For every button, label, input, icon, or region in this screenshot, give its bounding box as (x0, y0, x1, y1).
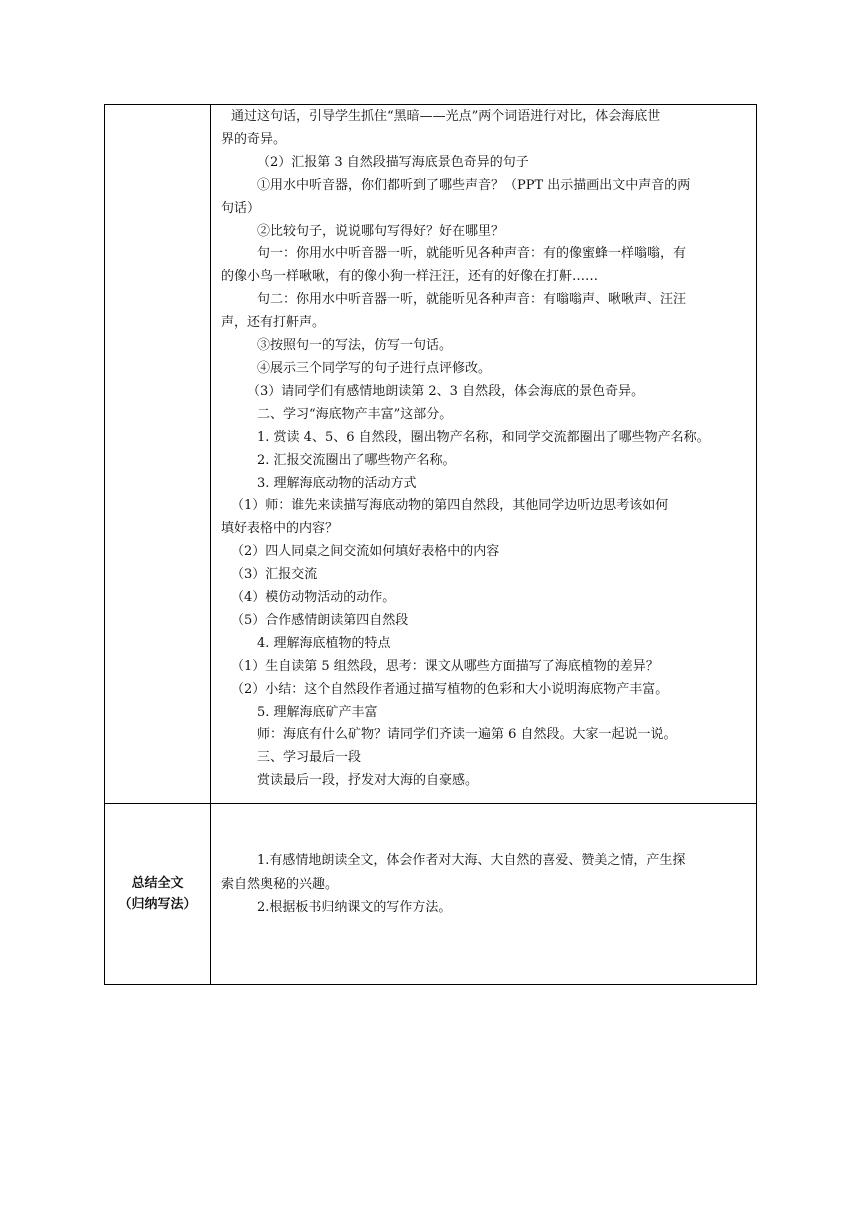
paragraph-line: 赏读最后一段，抒发对大海的自豪感。 (257, 773, 479, 789)
paragraph-line: 句一：你用水中听音器一听，就能听见各种声音：有的像蜜蜂一样嗡嗡，有 (257, 246, 687, 262)
table-row (105, 804, 756, 984)
paragraph-line: ①用水中听音器，你们都听到了哪些声音？（PPT 出示描画出文中声音的两 (257, 177, 691, 193)
paragraph-line: 句二：你用水中听音器一听，就能听见各种声音：有嗡嗡声、啾啾声、汪汪 (257, 292, 687, 308)
summary-line: 1.有感情地朗读全文，体会作者对大海、大自然的喜爱、赞美之情，产生探 (257, 853, 686, 868)
paragraph-line: 4. 理解海底植物的特点 (257, 635, 391, 651)
paragraph-line: 1. 赏读 4、5、6 自然段，圈出物产名称，和同学交流都圈出了哪些物产名称。 (257, 429, 710, 445)
paragraph-line: ③按照句一的写法，仿写一句话。 (257, 338, 453, 354)
summary-line: 索自然奥秘的兴趣。 (221, 877, 339, 892)
paragraph-line: （2）四人同桌之间交流如何填好表格中的内容 (231, 544, 500, 560)
empty-label-cell (105, 105, 211, 803)
section-sublabel: （归纳写法） (118, 897, 197, 912)
summary-line: 2.根据板书归纳课文的写作方法。 (257, 900, 452, 915)
paragraph-lines (221, 106, 756, 793)
content-cell (211, 105, 756, 803)
paragraph-line: （3）汇报交流 (231, 567, 318, 583)
table-row (105, 105, 756, 804)
paragraph-line: 的像小鸟一样啾啾，有的像小狗一样汪汪，还有的好像在打鼾…… (221, 269, 599, 285)
paragraph-line: （1）生自读第 5 组然段，思考：课文从哪些方面描写了海底植物的差异？ (231, 658, 659, 674)
paragraph-line: ②比较句子，说说哪句写得好？好在哪里？ (257, 223, 505, 239)
label-cell (105, 804, 211, 984)
paragraph-line: ④展示三个同学写的句子进行点评修改。 (257, 360, 492, 376)
paragraph-line: （2）汇报第 3 自然段描写海底景色奇异的句子 (257, 154, 529, 170)
paragraph-line: （3）请同学们有感情地朗读第 2、3 自然段，体会海底的景色奇异。 (247, 383, 645, 399)
paragraph-line: 二、学习“海底物产丰富”这部分。 (257, 406, 453, 422)
paragraph-line: 三、学习最后一段 (257, 750, 362, 766)
paragraph-line: 句话） (221, 200, 261, 216)
paragraph-line: （5）合作感情朗读第四自然段 (231, 612, 409, 628)
paragraph-line: 师：海底有什么矿物？请同学们齐读一遍第 6 自然段。大家一起说一说。 (257, 727, 677, 743)
lesson-table (104, 104, 757, 985)
paragraph-line: 2. 汇报交流圈出了哪些物产名称。 (257, 452, 456, 468)
paragraph-line: （2）小结：这个自然段作者通过描写植物的色彩和大小说明海底物产丰富。 (231, 681, 669, 697)
paragraph-line: 3. 理解海底动物的活动方式 (257, 475, 417, 491)
paragraph-line: 声，还有打鼾声。 (221, 315, 326, 331)
section-label: 总结全文 (131, 876, 184, 891)
paragraph-line: 填好表格中的内容？ (221, 521, 339, 537)
paragraph-line: 5. 理解海底矿产丰富 (257, 704, 378, 720)
content-cell (211, 804, 756, 984)
paragraph-line: 界的奇异。 (221, 131, 287, 147)
paragraph-line: （4）模仿动物活动的动作。 (231, 590, 396, 606)
paragraph-line: 通过这句话，引导学生抓住“黑暗——光点”两个词语进行对比，体会海底世 (231, 109, 661, 124)
paragraph-line: （1）师：谁先来读描写海底动物的第四自然段，其他同学边听边思考该如何 (231, 498, 669, 514)
